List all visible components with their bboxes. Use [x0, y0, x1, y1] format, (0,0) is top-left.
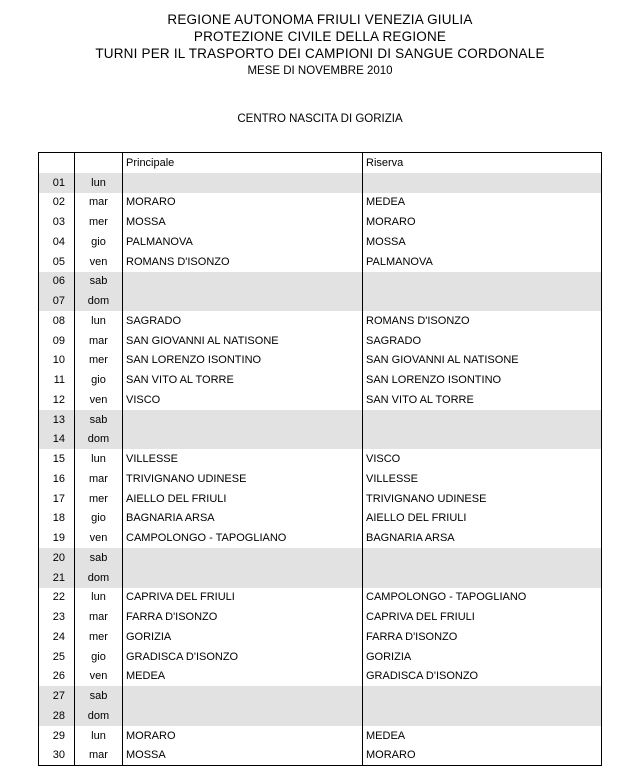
principale-cell: MORARO	[123, 726, 363, 746]
table-row	[39, 568, 602, 588]
riserva-cell: MORARO	[363, 212, 602, 232]
riserva-cell: VILLESSE	[363, 469, 602, 489]
table-row	[39, 232, 602, 252]
day-number-cell: 19	[39, 528, 75, 548]
principale-cell: TRIVIGNANO UDINESE	[123, 469, 363, 489]
day-number-cell: 15	[39, 449, 75, 469]
riserva-cell: GORIZIA	[363, 647, 602, 667]
riserva-cell: GRADISCA D'ISONZO	[363, 667, 602, 687]
weekday-cell: lun	[75, 173, 123, 193]
weekday-cell: mar	[75, 469, 123, 489]
principale-cell	[123, 548, 363, 568]
day-number-cell: 07	[39, 291, 75, 311]
table-row	[39, 627, 602, 647]
day-number-cell: 16	[39, 469, 75, 489]
principale-cell	[123, 173, 363, 193]
riserva-cell: AIELLO DEL FRIULI	[363, 509, 602, 529]
table-row	[39, 173, 602, 193]
riserva-cell	[363, 173, 602, 193]
principale-cell	[123, 291, 363, 311]
principale-cell	[123, 706, 363, 726]
center-name: CENTRO NASCITA DI GORIZIA	[237, 113, 403, 125]
weekday-cell: sab	[75, 686, 123, 706]
day-number-cell: 10	[39, 351, 75, 371]
day-number-cell: 08	[39, 311, 75, 331]
principale-cell	[123, 272, 363, 292]
weekday-cell: lun	[75, 449, 123, 469]
day-number-cell: 06	[39, 272, 75, 292]
table-row	[39, 509, 602, 529]
header-civil-protection: PROTEZIONE CIVILE DELLA REGIONE	[193, 29, 447, 44]
column-header-riserva: Riserva	[363, 153, 602, 173]
principale-cell: GRADISCA D'ISONZO	[123, 647, 363, 667]
table-row	[39, 588, 602, 608]
day-number-cell: 12	[39, 390, 75, 410]
weekday-cell: ven	[75, 667, 123, 687]
table-row	[39, 193, 602, 213]
riserva-cell: MEDEA	[363, 726, 602, 746]
principale-cell: ROMANS D'ISONZO	[123, 252, 363, 272]
riserva-cell	[363, 686, 602, 706]
weekday-cell: ven	[75, 390, 123, 410]
weekday-cell: ven	[75, 252, 123, 272]
principale-cell: AIELLO DEL FRIULI	[123, 489, 363, 509]
principale-cell: SAGRADO	[123, 311, 363, 331]
weekday-cell: mar	[75, 193, 123, 213]
weekday-cell: mar	[75, 607, 123, 627]
riserva-cell: TRIVIGNANO UDINESE	[363, 489, 602, 509]
day-number-cell: 13	[39, 410, 75, 430]
principale-cell: MEDEA	[123, 667, 363, 687]
day-number-cell: 20	[39, 548, 75, 568]
principale-cell: SAN LORENZO ISONTINO	[123, 351, 363, 371]
table-row	[39, 726, 602, 746]
table-row	[39, 449, 602, 469]
header-schedule-title: TURNI PER IL TRASPORTO DEI CAMPIONI DI SANGUE CORDONALE	[95, 46, 545, 61]
weekday-cell: dom	[75, 291, 123, 311]
day-number-cell: 09	[39, 331, 75, 351]
weekday-cell: gio	[75, 509, 123, 529]
riserva-cell: SAN GIOVANNI AL NATISONE	[363, 351, 602, 371]
day-number-cell: 26	[39, 667, 75, 687]
weekday-cell: ven	[75, 528, 123, 548]
weekday-cell: sab	[75, 548, 123, 568]
day-number-cell: 14	[39, 430, 75, 450]
table-row	[39, 706, 602, 726]
weekday-cell: lun	[75, 311, 123, 331]
table-row	[39, 469, 602, 489]
principale-cell: SAN GIOVANNI AL NATISONE	[123, 331, 363, 351]
day-number-cell: 11	[39, 370, 75, 390]
header-month: MESE DI NOVEMBRE 2010	[247, 65, 393, 77]
riserva-cell	[363, 410, 602, 430]
riserva-cell: SAN VITO AL TORRE	[363, 390, 602, 410]
day-number-cell: 01	[39, 173, 75, 193]
principale-cell: CAMPOLONGO - TAPOGLIANO	[123, 528, 363, 548]
weekday-cell: gio	[75, 647, 123, 667]
day-number-cell: 29	[39, 726, 75, 746]
table-row	[39, 212, 602, 232]
weekday-cell: dom	[75, 706, 123, 726]
day-number-cell: 30	[39, 746, 75, 766]
day-number-cell: 18	[39, 509, 75, 529]
table-row	[39, 430, 602, 450]
riserva-cell	[363, 706, 602, 726]
principale-cell: MOSSA	[123, 212, 363, 232]
principale-cell: PALMANOVA	[123, 232, 363, 252]
principale-cell	[123, 410, 363, 430]
day-number-cell: 17	[39, 489, 75, 509]
table-row	[39, 686, 602, 706]
table-row	[39, 548, 602, 568]
riserva-cell	[363, 430, 602, 450]
day-number-cell: 03	[39, 212, 75, 232]
riserva-cell: CAPRIVA DEL FRIULI	[363, 607, 602, 627]
weekday-cell: sab	[75, 410, 123, 430]
weekday-cell: dom	[75, 430, 123, 450]
riserva-cell: MORARO	[363, 746, 602, 766]
table-row	[39, 647, 602, 667]
day-number-cell: 28	[39, 706, 75, 726]
riserva-cell: ROMANS D'ISONZO	[363, 311, 602, 331]
principale-cell: MOSSA	[123, 746, 363, 766]
riserva-cell	[363, 548, 602, 568]
table-row	[39, 252, 602, 272]
table-header-row	[39, 153, 602, 173]
table-row	[39, 528, 602, 548]
weekday-cell: mer	[75, 212, 123, 232]
column-header-day	[75, 153, 123, 173]
principale-cell: BAGNARIA ARSA	[123, 509, 363, 529]
weekday-cell: gio	[75, 232, 123, 252]
weekday-cell: lun	[75, 726, 123, 746]
shift-table	[38, 152, 602, 766]
principale-cell: MORARO	[123, 193, 363, 213]
column-header-principale: Principale	[123, 153, 363, 173]
table-row	[39, 272, 602, 292]
riserva-cell: VISCO	[363, 449, 602, 469]
weekday-cell: mer	[75, 489, 123, 509]
table-row	[39, 410, 602, 430]
day-number-cell: 02	[39, 193, 75, 213]
riserva-cell: PALMANOVA	[363, 252, 602, 272]
principale-cell	[123, 430, 363, 450]
weekday-cell: lun	[75, 588, 123, 608]
weekday-cell: mer	[75, 627, 123, 647]
day-number-cell: 21	[39, 568, 75, 588]
riserva-cell: SAN LORENZO ISONTINO	[363, 370, 602, 390]
riserva-cell	[363, 568, 602, 588]
table-row	[39, 746, 602, 766]
table-row	[39, 370, 602, 390]
day-number-cell: 05	[39, 252, 75, 272]
day-number-cell: 27	[39, 686, 75, 706]
riserva-cell: SAGRADO	[363, 331, 602, 351]
principale-cell	[123, 686, 363, 706]
riserva-cell: MOSSA	[363, 232, 602, 252]
principale-cell: FARRA D'ISONZO	[123, 607, 363, 627]
riserva-cell	[363, 291, 602, 311]
weekday-cell: mar	[75, 331, 123, 351]
day-number-cell: 04	[39, 232, 75, 252]
weekday-cell: mer	[75, 351, 123, 371]
weekday-cell: sab	[75, 272, 123, 292]
weekday-cell: mar	[75, 746, 123, 766]
principale-cell	[123, 568, 363, 588]
table-row	[39, 489, 602, 509]
column-header-number	[39, 153, 75, 173]
day-number-cell: 25	[39, 647, 75, 667]
riserva-cell: MEDEA	[363, 193, 602, 213]
weekday-cell: dom	[75, 568, 123, 588]
principale-cell: VISCO	[123, 390, 363, 410]
principale-cell: VILLESSE	[123, 449, 363, 469]
table-row	[39, 311, 602, 331]
riserva-cell: CAMPOLONGO - TAPOGLIANO	[363, 588, 602, 608]
table-row	[39, 331, 602, 351]
day-number-cell: 22	[39, 588, 75, 608]
principale-cell: SAN VITO AL TORRE	[123, 370, 363, 390]
riserva-cell	[363, 272, 602, 292]
header-region: REGIONE AUTONOMA FRIULI VENEZIA GIULIA	[167, 12, 473, 27]
table-row	[39, 351, 602, 371]
table-row	[39, 667, 602, 687]
table-row	[39, 607, 602, 627]
riserva-cell: FARRA D'ISONZO	[363, 627, 602, 647]
day-number-cell: 23	[39, 607, 75, 627]
table-row	[39, 390, 602, 410]
day-number-cell: 24	[39, 627, 75, 647]
table-row	[39, 291, 602, 311]
principale-cell: CAPRIVA DEL FRIULI	[123, 588, 363, 608]
riserva-cell: BAGNARIA ARSA	[363, 528, 602, 548]
weekday-cell: gio	[75, 370, 123, 390]
principale-cell: GORIZIA	[123, 627, 363, 647]
